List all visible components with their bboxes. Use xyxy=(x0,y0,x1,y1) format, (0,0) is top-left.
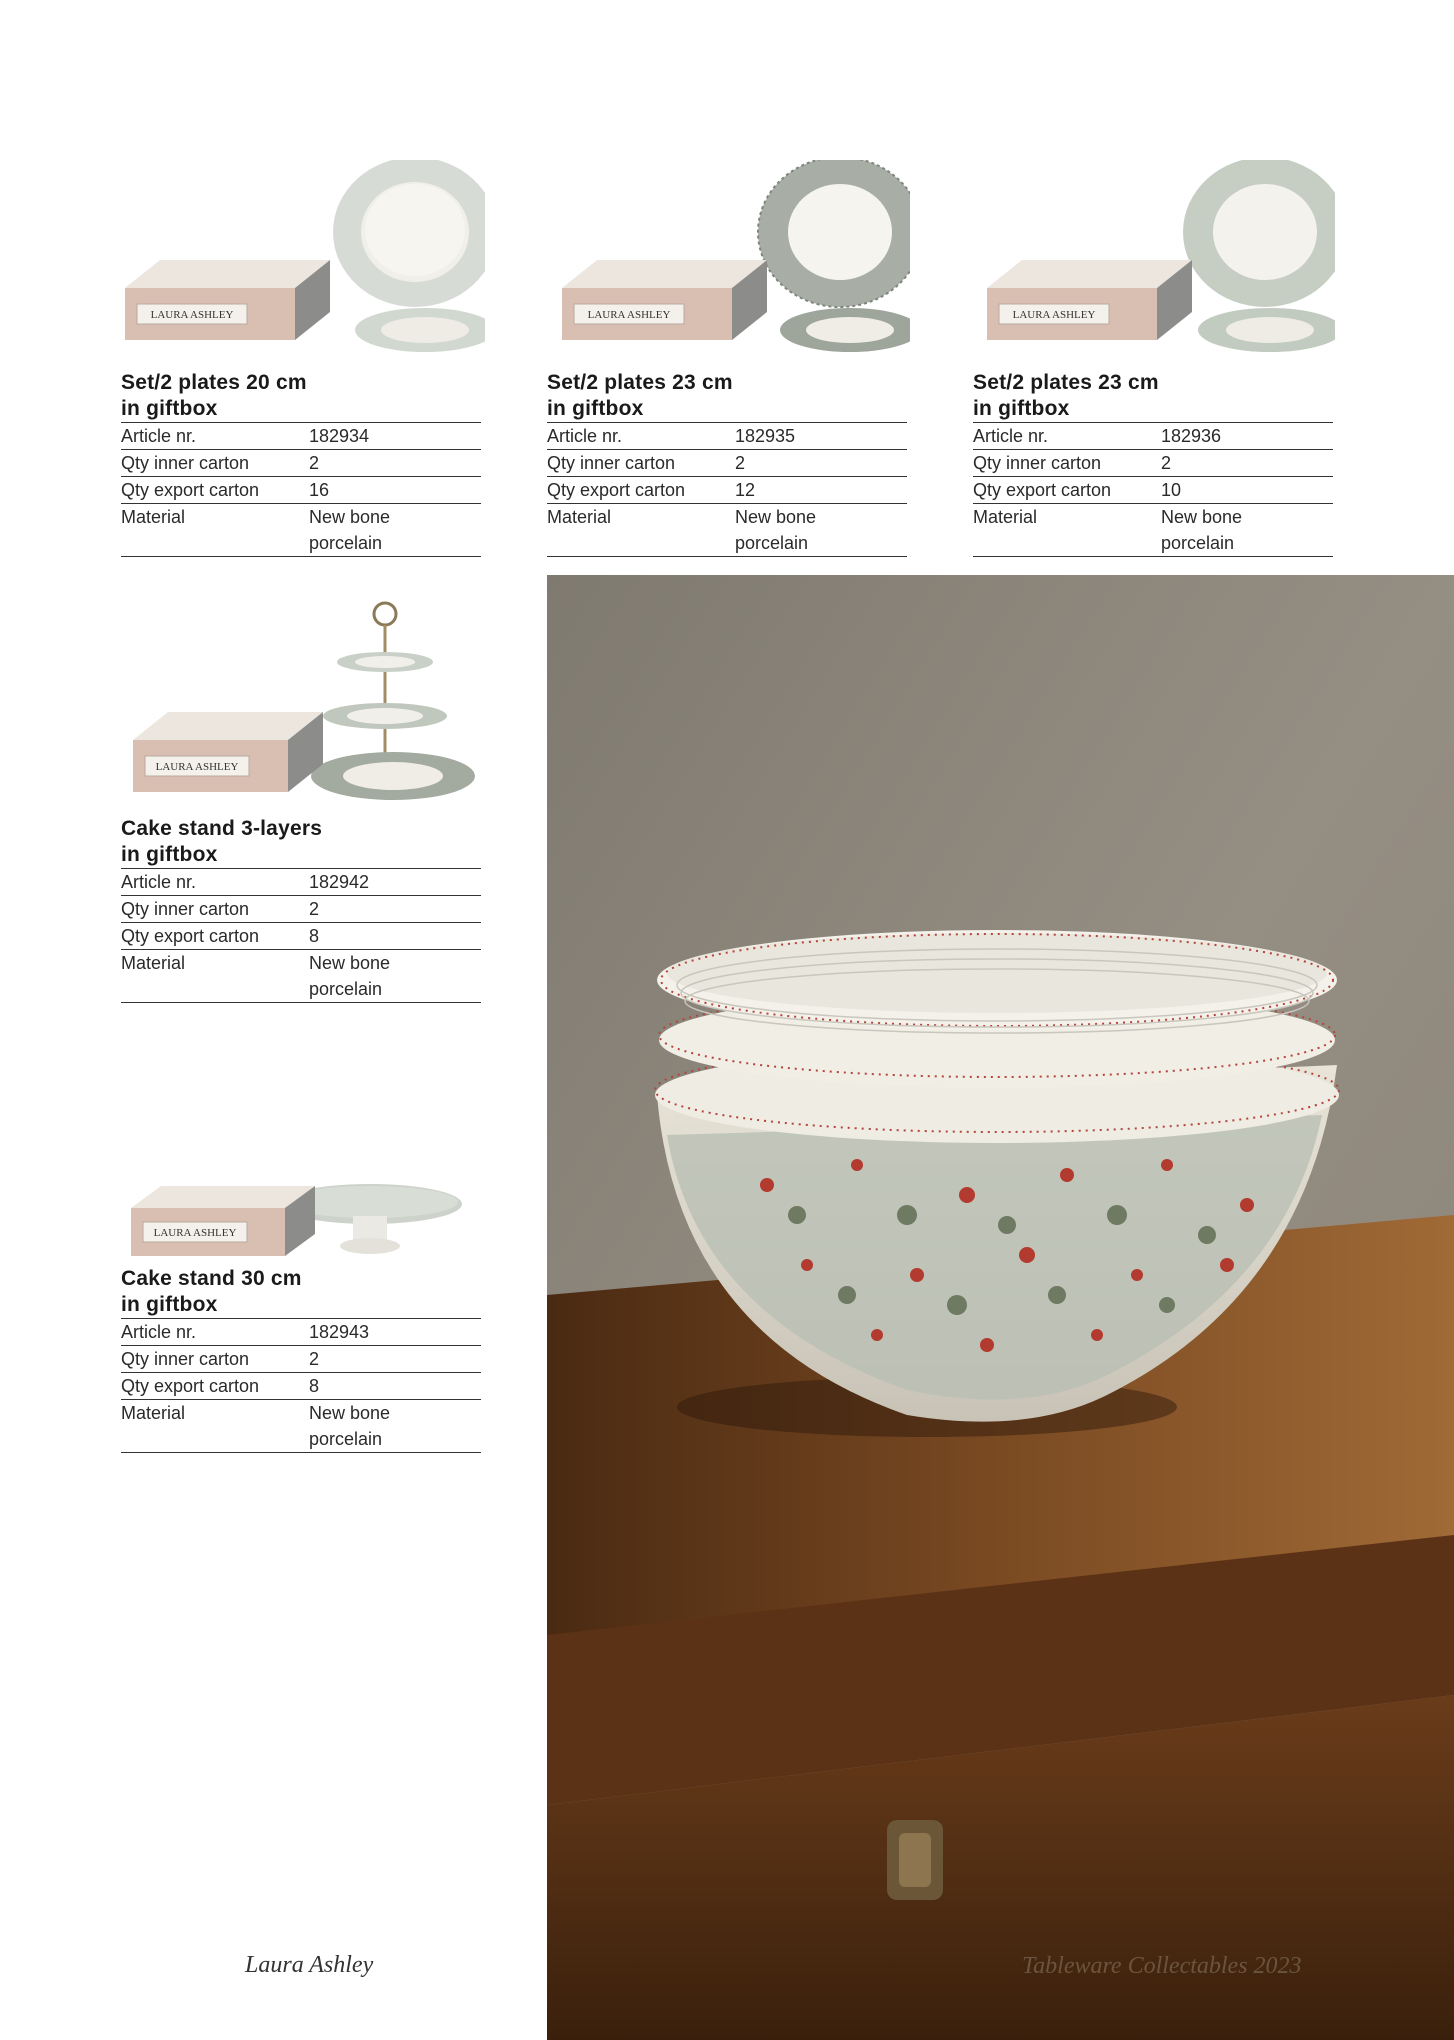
product-image-set-plates-23-sage xyxy=(965,160,1335,360)
spec-table xyxy=(121,1318,481,1453)
product-set-plates-23cm-sage xyxy=(973,370,1333,557)
spec-row-inner-carton: Qty inner carton 2 xyxy=(121,450,481,477)
spec-row-article: Article nr. 182935 xyxy=(547,423,907,450)
box-brand-label: LAURA ASHLEY xyxy=(587,309,671,321)
box-brand-label: LAURA ASHLEY xyxy=(155,761,239,773)
spec-row-inner-carton: Qty inner carton 2 xyxy=(547,450,907,477)
spec-table xyxy=(547,422,907,557)
product-cake-stand-30cm xyxy=(121,1266,481,1453)
spec-row-material: Material New bone porcelain xyxy=(121,950,481,1003)
spec-row-material: Material New bone porcelain xyxy=(547,504,907,557)
spec-table xyxy=(121,422,481,557)
product-image-set-plates-20 xyxy=(115,160,485,360)
spec-table xyxy=(121,868,481,1003)
spec-row-export-carton: Qty export carton 16 xyxy=(121,477,481,504)
spec-row-article: Article nr. 182936 xyxy=(973,423,1333,450)
spec-row-article: Article nr. 182934 xyxy=(121,423,481,450)
footer-brand: Laura Ashley xyxy=(245,1952,374,1978)
spec-row-export-carton: Qty export carton 8 xyxy=(121,1373,481,1400)
box-brand-label: LAURA ASHLEY xyxy=(153,1227,237,1239)
spec-row-article: Article nr. 182943 xyxy=(121,1319,481,1346)
lifestyle-photo-bowls xyxy=(547,575,1454,2040)
product-image-set-plates-23-floral xyxy=(540,160,910,360)
spec-row-inner-carton: Qty inner carton 2 xyxy=(121,896,481,923)
box-brand-label: LAURA ASHLEY xyxy=(150,309,234,321)
product-image-cake-stand-3-layers xyxy=(125,600,485,810)
product-title: Set/2 plates 20 cm in giftbox xyxy=(121,371,307,420)
product-title: Cake stand 30 cm in giftbox xyxy=(121,1267,302,1316)
spec-row-material: Material New bone porcelain xyxy=(973,504,1333,557)
product-title: Cake stand 3-layers in giftbox xyxy=(121,817,323,866)
product-title: Set/2 plates 23 cm in giftbox xyxy=(973,371,1159,420)
spec-row-inner-carton: Qty inner carton 2 xyxy=(121,1346,481,1373)
box-brand-label: LAURA ASHLEY xyxy=(1012,309,1096,321)
spec-row-export-carton: Qty export carton 10 xyxy=(973,477,1333,504)
product-set-plates-20cm xyxy=(121,370,481,557)
product-image-cake-stand-30 xyxy=(125,1160,485,1270)
spec-row-export-carton: Qty export carton 8 xyxy=(121,923,481,950)
spec-row-export-carton: Qty export carton 12 xyxy=(547,477,907,504)
spec-row-material: Material New bone porcelain xyxy=(121,1400,481,1453)
product-set-plates-23cm-floral xyxy=(547,370,907,557)
spec-row-inner-carton: Qty inner carton 2 xyxy=(973,450,1333,477)
footer-catalogue-title: Tableware Collectables 2023 xyxy=(1022,1953,1302,1979)
spec-row-article: Article nr. 182942 xyxy=(121,869,481,896)
spec-table xyxy=(973,422,1333,557)
product-title: Set/2 plates 23 cm in giftbox xyxy=(547,371,733,420)
spec-row-material: Material New bone porcelain xyxy=(121,504,481,557)
product-cake-stand-3-layers xyxy=(121,816,481,1003)
